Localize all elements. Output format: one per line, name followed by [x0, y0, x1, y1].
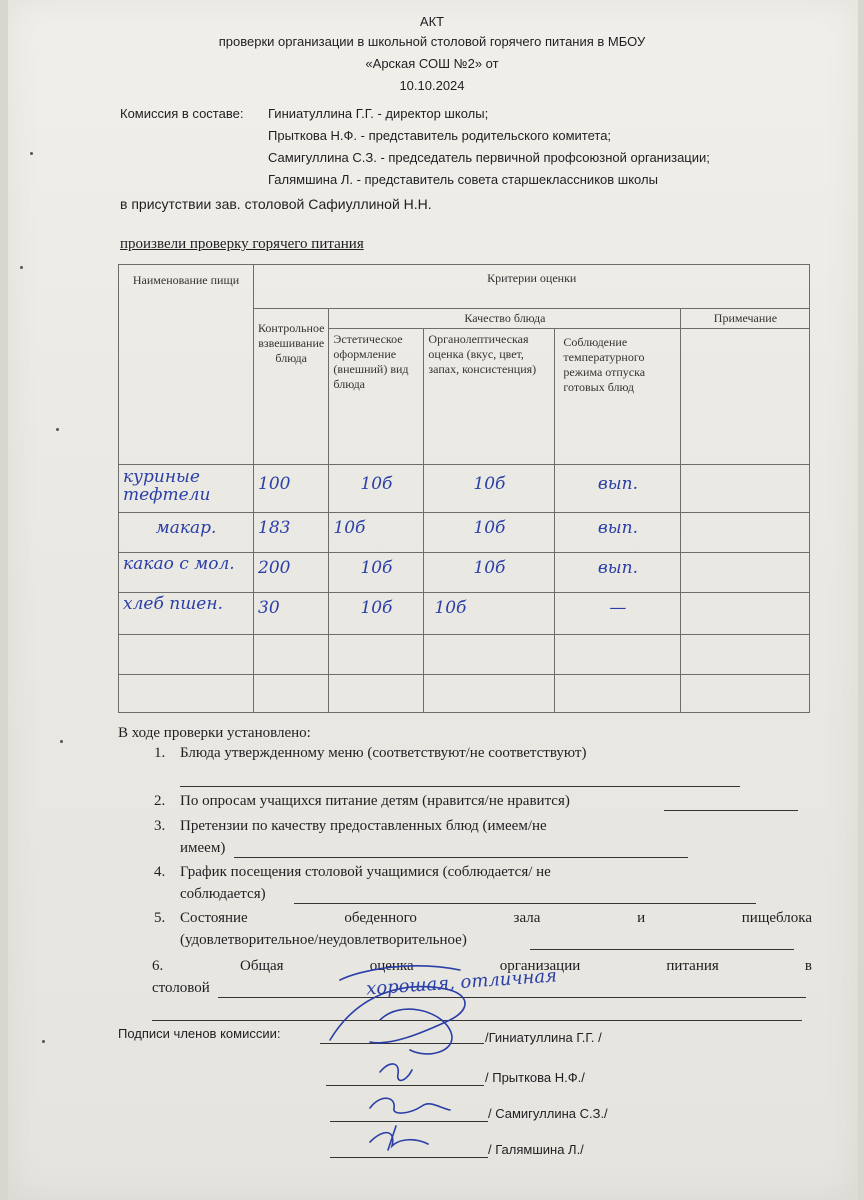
act-title: АКТ: [419, 14, 445, 29]
scan-dot: [56, 428, 59, 431]
finding-3-text-b: имеем): [180, 840, 226, 856]
header-criteria: Критерии оценки: [254, 265, 810, 309]
table-row: какао с мол. 200 10б 10б вып.: [119, 553, 810, 593]
finding-3-text-a: Претензии по качеству предоставленных блюд (имеем/не: [180, 818, 547, 834]
header-weighing: Контрольное взвешивание блюда: [254, 309, 329, 465]
finding-6-text-a: Общая оценка организации питания в: [240, 958, 812, 974]
scan-dot: [30, 152, 33, 155]
header-temperature: Соблюдение температурного режима отпуска готовых блюд: [555, 329, 681, 465]
finding-1-text: Блюда утвержденному меню (соответствуют/не соответствуют): [180, 745, 587, 761]
signature-name-4: / Галямшина Л./: [488, 1142, 584, 1157]
signature-name-2: / Прыткова Н.Ф./: [485, 1070, 585, 1085]
finding-5-text-a: Состояние обеденного зала и пищеблока: [180, 910, 812, 926]
findings-intro: В ходе проверки установлено:: [118, 725, 311, 741]
signatures-label: Подписи членов комиссии:: [118, 1026, 281, 1041]
finding-6-text-b: столовой: [152, 980, 210, 996]
header-organoleptic: Органолептическая оценка (вкус, цвет, запах, консистенция): [424, 329, 555, 465]
finding-3-line: [234, 857, 688, 858]
criteria-table: [118, 264, 810, 713]
finding-4-line: [294, 903, 756, 904]
finding-6-num: 6.: [152, 958, 164, 974]
commission-member-1: Гиниатуллина Г.Г. - директор школы;: [268, 106, 489, 121]
table-row: [119, 675, 810, 713]
header-note: Примечание: [681, 309, 810, 329]
table-row: [119, 635, 810, 675]
header-food-name: Наименование пищи: [119, 265, 254, 465]
table-row: хлеб пшен. 30 10б 10б —: [119, 593, 810, 635]
commission-member-3: Самигуллина С.З. - председатель первичной профсоюзной организации;: [268, 150, 710, 165]
finding-2-line: [664, 810, 798, 811]
signature-3-mark: [370, 1098, 450, 1113]
signature-4-mark: [370, 1126, 428, 1150]
signature-1-mark: [330, 987, 465, 1054]
table-row: макар. 183 10б 10б вып.: [119, 513, 810, 553]
finding-2-text: По опросам учащихся питание детям (нравится/не нравится): [180, 793, 570, 809]
scan-dot: [20, 266, 23, 269]
signature-name-1: /Гиниатуллина Г.Г. /: [485, 1030, 602, 1045]
act-subtitle-line2: «Арская СОШ №2» от: [365, 56, 499, 71]
header-note-blank: [681, 329, 810, 465]
scan-dot: [60, 740, 63, 743]
header-quality: Качество блюда: [329, 309, 681, 329]
finding-6-handwritten: хорошая, отличная: [365, 965, 558, 1000]
header-aesthetic: Эстетическое оформление (внешний) вид блюда: [329, 329, 424, 465]
finding-4-num: 4.: [154, 864, 166, 880]
presence-line: в присутствии зав. столовой Сафиуллиной Н.Н.: [120, 196, 432, 212]
commission-member-2: Прыткова Н.Ф. - представитель родительского комитета;: [268, 128, 612, 143]
commission-label: Комиссия в составе:: [120, 106, 244, 121]
finding-1-num: 1.: [154, 745, 166, 761]
table-row: куриные тефтели 100 10б 10б вып.: [119, 465, 810, 513]
finding-4-text-a: График посещения столовой учащимися (соблюдается/ не: [180, 864, 551, 880]
finding-5-num: 5.: [154, 910, 166, 926]
act-subtitle-line1: проверки организации в школьной столовой горячего питания в МБОУ: [218, 34, 646, 49]
signature-scribbles: [300, 950, 740, 1170]
finding-5-text-b: (удовлетворительное/неудовлетворительное): [180, 932, 467, 948]
act-date: 10.10.2024: [399, 78, 465, 93]
signature-name-3: / Самигуллина С.З./: [488, 1106, 608, 1121]
finding-4-text-b: соблюдается): [180, 886, 266, 902]
finding-2-num: 2.: [154, 793, 166, 809]
finding-1-line: [180, 786, 740, 787]
commission-member-4: Галямшина Л. - представитель совета старшеклассников школы: [268, 172, 658, 187]
finding-3-num: 3.: [154, 818, 166, 834]
check-title: произвели проверку горячего питания: [120, 236, 364, 252]
scan-dot: [42, 1040, 45, 1043]
signature-2-mark: [380, 1064, 412, 1080]
